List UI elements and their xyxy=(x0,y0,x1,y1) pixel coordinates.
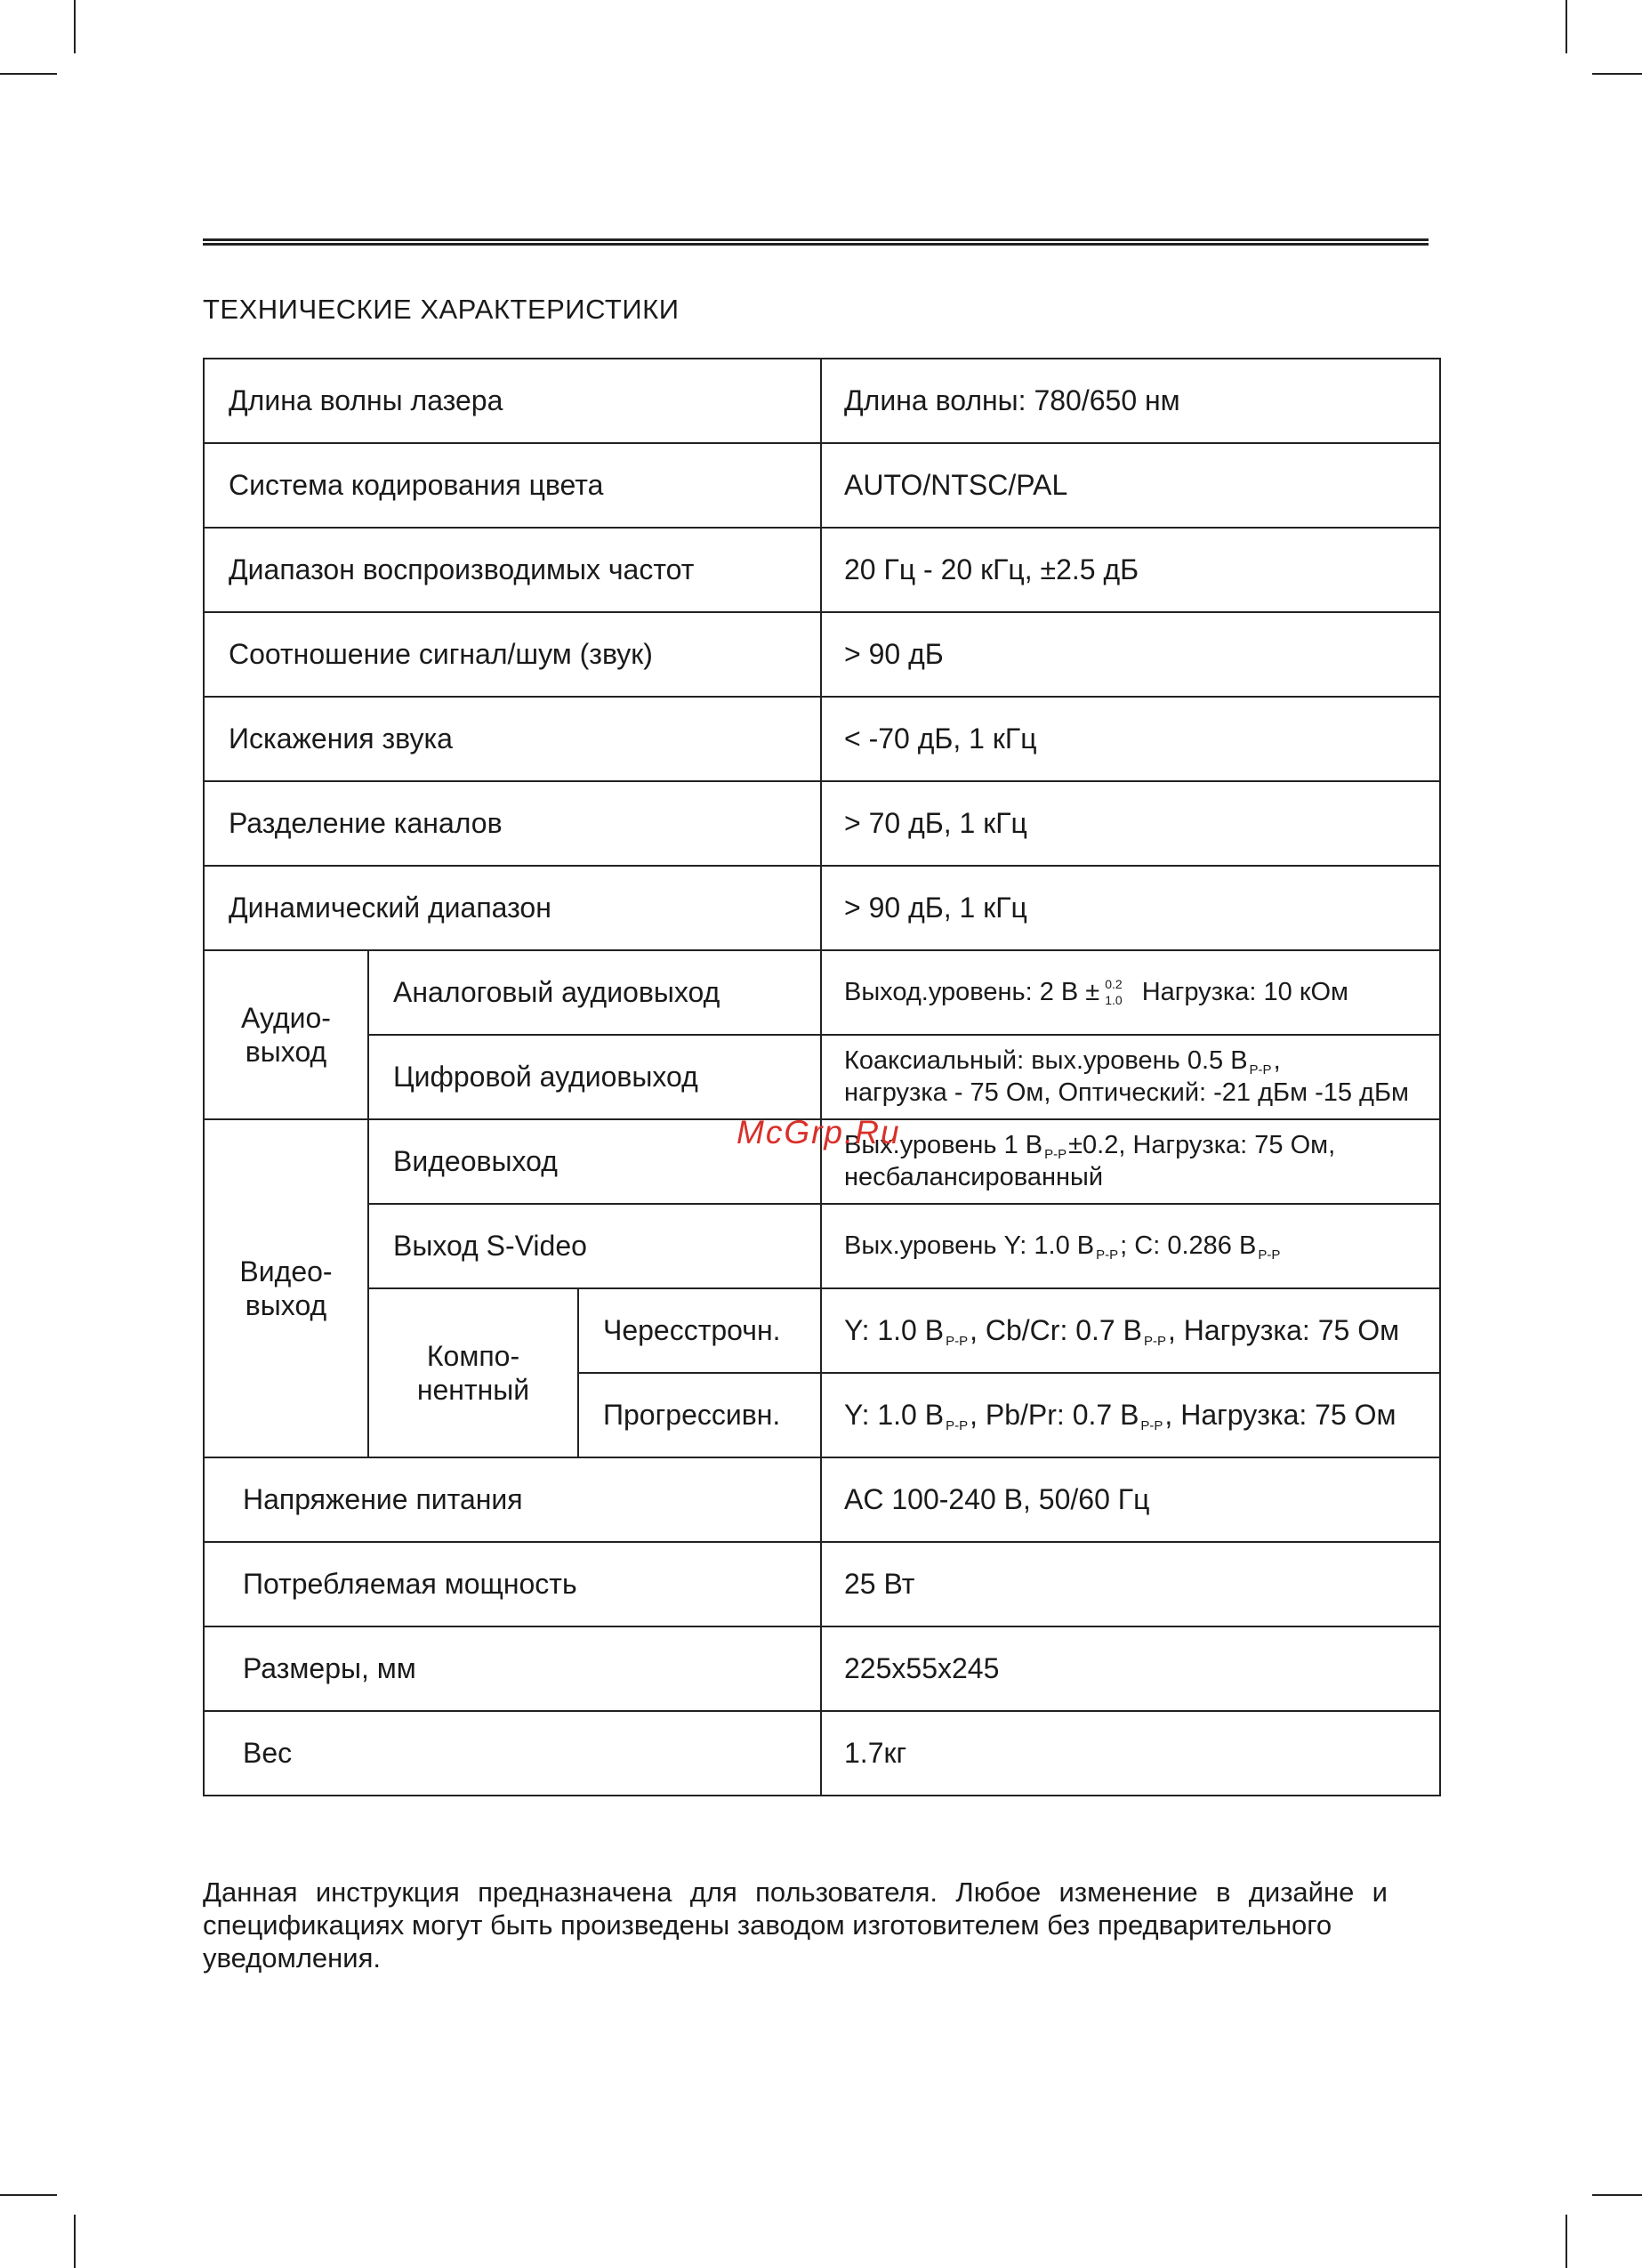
value-text: ±0.2, Нагрузка: 75 Ом, xyxy=(1068,1131,1336,1160)
spec-label: Выход S-Video xyxy=(368,1204,821,1288)
video-output-group-label: Видео- выход xyxy=(239,1255,333,1321)
pp-subscript: P-P xyxy=(946,1418,969,1434)
table-row xyxy=(204,950,1440,1035)
spec-label: Размеры, мм xyxy=(204,1626,821,1711)
crop-mark xyxy=(1592,73,1642,75)
table-row xyxy=(204,866,1440,950)
table-row xyxy=(204,1035,1440,1119)
note-line: спецификациях могут быть произведены заводом изготовителем без предварительного xyxy=(203,1909,1332,1941)
value-text: ; C: 0.286 В xyxy=(1120,1231,1257,1260)
spec-label: Диапазон воспроизводимых частот xyxy=(204,528,821,612)
spec-label: Аналоговый аудиовыход xyxy=(368,950,821,1035)
table-row xyxy=(204,1457,1440,1542)
table-row xyxy=(204,443,1440,528)
table-row xyxy=(204,697,1440,781)
component-group-label: Компо- нентный xyxy=(416,1339,530,1406)
spec-label: Система кодирования цвета xyxy=(204,443,821,528)
crop-mark xyxy=(1566,2215,1567,2268)
tolerance-upper: 0.2 xyxy=(1105,977,1123,992)
audio-output-group-label: Аудио- выход xyxy=(241,1001,331,1068)
spec-label: Динамический диапазон xyxy=(204,866,821,950)
value-text: , Нагрузка: 75 Ом xyxy=(1164,1399,1397,1432)
spec-label: Потребляемая мощность xyxy=(204,1542,821,1626)
table-row xyxy=(204,781,1440,866)
pp-subscript: P-P xyxy=(1258,1247,1281,1263)
analog-level: Выход.уровень: 2 В ± xyxy=(844,977,1100,1006)
watermark: McGrp.Ru xyxy=(736,1114,901,1150)
value-text: , Pb/Pr: 0.7 В xyxy=(970,1399,1139,1432)
pp-subscript: P-P xyxy=(1140,1418,1163,1434)
spec-label: Соотношение сигнал/шум (звук) xyxy=(204,612,821,697)
spec-value: > 70 дБ, 1 кГц xyxy=(821,781,1440,866)
table-row xyxy=(204,528,1440,612)
page-title: ТЕХНИЧЕСКИЕ ХАРАКТЕРИСТИКИ xyxy=(203,294,680,325)
pp-subscript: P-P xyxy=(1044,1147,1067,1163)
spec-value: 225x55x245 xyxy=(821,1626,1440,1711)
analog-load: Нагрузка: 10 кОм xyxy=(1141,977,1348,1006)
crop-mark xyxy=(1566,0,1567,53)
value-text: , Нагрузка: 75 Ом xyxy=(1167,1314,1400,1347)
spec-value: 25 Вт xyxy=(821,1542,1440,1626)
pp-subscript: P-P xyxy=(1143,1334,1166,1350)
spec-label: Чересстрочн. xyxy=(578,1288,821,1373)
value-text: Вых.уровень 1 В xyxy=(844,1131,1043,1160)
tolerance-lower: 1.0 xyxy=(1105,992,1123,1007)
table-row xyxy=(204,359,1440,443)
table-row xyxy=(204,1204,1440,1288)
spec-value: AUTO/NTSC/PAL xyxy=(821,443,1440,528)
spec-label: Прогрессивн. xyxy=(578,1373,821,1457)
value-text: нагрузка - 75 Ом, Оптический: -21 дБм -15 дБм xyxy=(844,1078,1409,1107)
note-line: Данная инструкция предназначена для пользователя. Любое изменение в дизайне и xyxy=(203,1877,1388,1908)
spec-value xyxy=(821,1119,1440,1204)
spec-table xyxy=(203,358,1441,1796)
header-rule-bottom xyxy=(203,243,1429,246)
tolerance-stack xyxy=(1105,977,1122,1008)
spec-value: Длина волны: 780/650 нм xyxy=(821,359,1440,443)
header-rule-top xyxy=(203,238,1429,241)
pp-subscript: P-P xyxy=(946,1334,969,1350)
value-text: , Cb/Cr: 0.7 В xyxy=(970,1314,1142,1347)
value-text: Коаксиальный: вых.уровень 0.5 В xyxy=(844,1046,1248,1076)
value-text: Y: 1.0 В xyxy=(844,1399,945,1432)
crop-mark xyxy=(74,0,76,53)
component-group xyxy=(368,1288,578,1457)
video-output-group xyxy=(204,1119,368,1457)
spec-value: AC 100-240 В, 50/60 Гц xyxy=(821,1457,1440,1542)
spec-label: Видеовыход xyxy=(368,1119,821,1204)
crop-mark xyxy=(0,73,57,75)
pp-subscript: P-P xyxy=(1096,1247,1119,1263)
pp-subscript: P-P xyxy=(1249,1062,1272,1078)
spec-label: Цифровой аудиовыход xyxy=(368,1035,821,1119)
spec-value: 1.7кг xyxy=(821,1711,1440,1796)
spec-value: 20 Гц - 20 кГц, ±2.5 дБ xyxy=(821,528,1440,612)
value-text: Вых.уровень Y: 1.0 В xyxy=(844,1231,1095,1260)
disclaimer-note xyxy=(203,1876,1388,1974)
crop-mark xyxy=(0,2194,57,2196)
table-row xyxy=(204,1711,1440,1796)
spec-value xyxy=(821,950,1440,1035)
crop-mark xyxy=(74,2215,76,2268)
value-text: , xyxy=(1273,1046,1281,1076)
value-text: несбалансированный xyxy=(844,1162,1104,1191)
crop-mark xyxy=(1592,2194,1642,2196)
spec-value xyxy=(821,1035,1440,1119)
value-text: Y: 1.0 В xyxy=(844,1314,945,1347)
audio-output-group xyxy=(204,950,368,1119)
spec-value xyxy=(821,1373,1440,1457)
table-row xyxy=(204,1288,1440,1373)
note-line: уведомления. xyxy=(203,1942,381,1973)
table-row xyxy=(204,612,1440,697)
spec-value xyxy=(821,1288,1440,1373)
table-row xyxy=(204,1626,1440,1711)
spec-label: Искажения звука xyxy=(204,697,821,781)
spec-value: < -70 дБ, 1 кГц xyxy=(821,697,1440,781)
spec-label: Вес xyxy=(204,1711,821,1796)
table-row xyxy=(204,1542,1440,1626)
spec-label: Разделение каналов xyxy=(204,781,821,866)
spec-value xyxy=(821,1204,1440,1288)
spec-label: Длина волны лазера xyxy=(204,359,821,443)
spec-value: > 90 дБ xyxy=(821,612,1440,697)
spec-label: Напряжение питания xyxy=(204,1457,821,1542)
spec-value: > 90 дБ, 1 кГц xyxy=(821,866,1440,950)
